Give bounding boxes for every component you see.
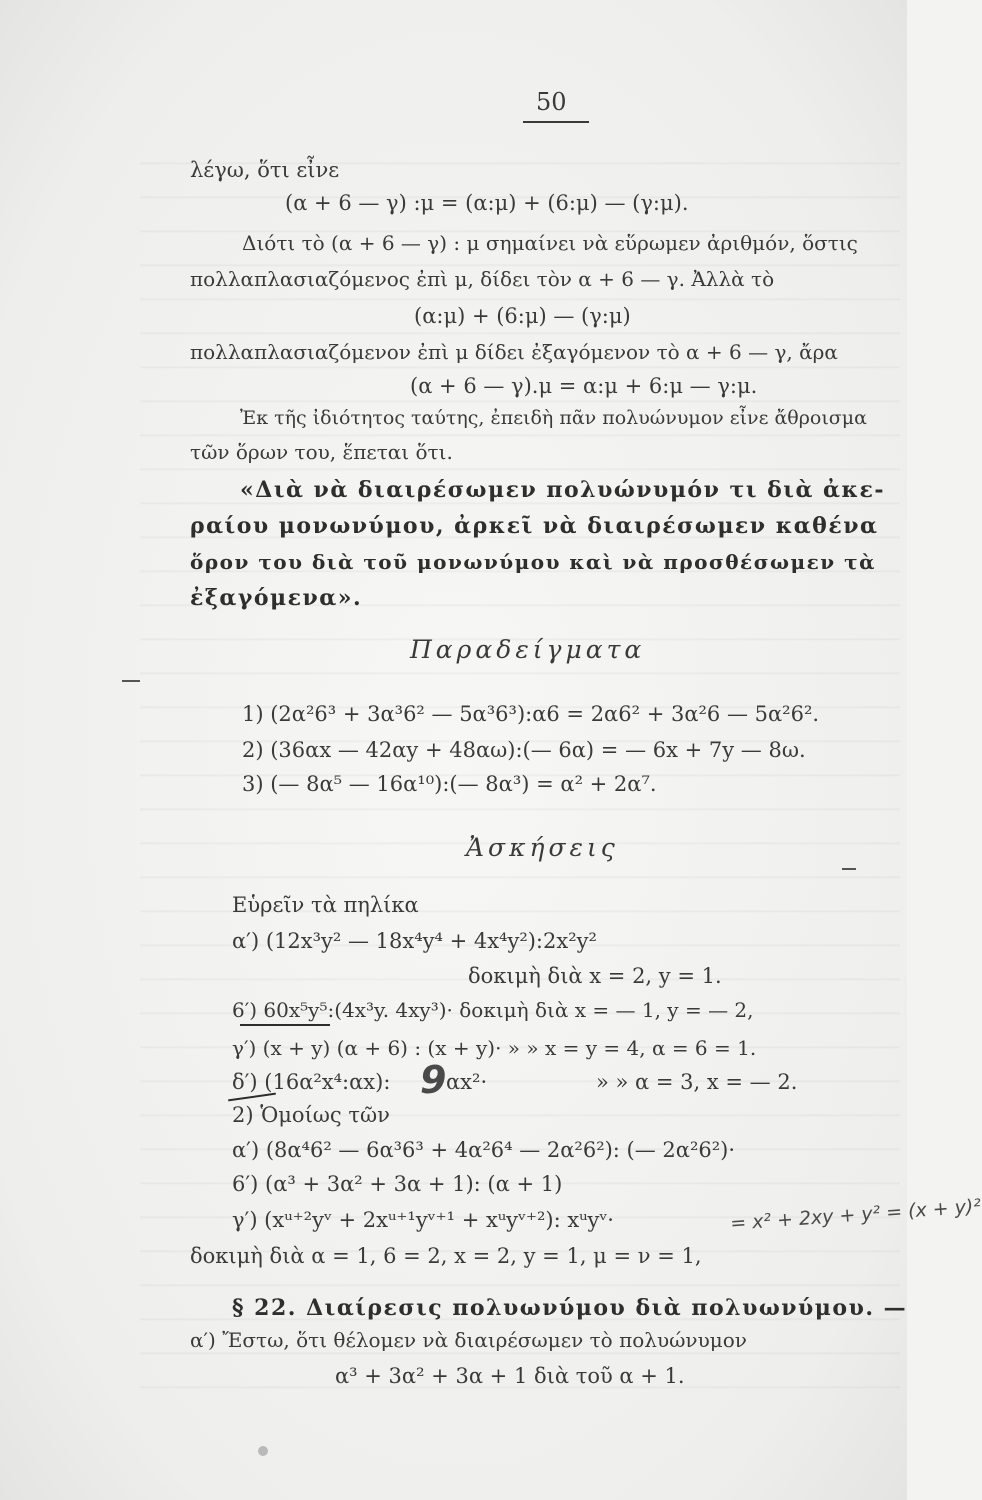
text-line: λέγω, ὅτι εἶνε bbox=[190, 158, 340, 182]
exercise-line: δοκιμὴ διὰ x = 2, y = 1. bbox=[468, 964, 722, 988]
exercise-line: 2) Ὁμοίως τῶν bbox=[232, 1103, 390, 1127]
section-title: § 22. Διαίρεσις πολυωνύμου διὰ πολυωνύμου. — bbox=[232, 1295, 908, 1321]
rule-text-line: «Διὰ νὰ διαιρέσωμεν πολυώνυμόν τι διὰ ἀκε- bbox=[240, 477, 885, 503]
example-line: 1) (2α²6³ + 3α³6² — 5α³6³):α6 = 2α6² + 3α²6 — 5α²6². bbox=[242, 702, 820, 726]
formula-line: α³ + 3α² + 3α + 1 διὰ τοῦ α + 1. bbox=[335, 1364, 685, 1388]
exercise-line: αx²· bbox=[446, 1070, 488, 1094]
rule-text-line: ραίου μονωνύμου, ἀρκεῖ νὰ διαιρέσωμεν καθένα bbox=[190, 513, 879, 539]
text-line: τῶν ὅρων του, ἕπεται ὅτι. bbox=[190, 440, 453, 464]
text-line: Διότι τὸ (α + 6 — γ) : μ σημαίνει νὰ εὕρωμεν ἀριθμόν, ὅστις bbox=[242, 231, 858, 255]
rule-text-line: ὅρον του διὰ τοῦ μονωνύμου καὶ νὰ προσθέσωμεν τὰ bbox=[190, 550, 876, 574]
formula-line: (α + 6 — γ) :μ = (α:μ) + (6:μ) — (γ:μ). bbox=[285, 191, 689, 215]
section-heading-examples: Παραδείγματα bbox=[410, 635, 646, 664]
pencil-annotation-formula: = x² + 2xy + y² = (x + y)² bbox=[729, 1195, 982, 1235]
text-line: α′) Ἔστω, ὅτι θέλομεν νὰ διαιρέσωμεν τὸ πολυώνυμον bbox=[190, 1328, 747, 1352]
margin-mark bbox=[122, 680, 140, 682]
page-number: 50 bbox=[536, 88, 567, 116]
exercise-line: δ′) (16α²x⁴:αx): bbox=[232, 1070, 391, 1094]
exercise-line: γ′) (x + y) (α + 6) : (x + y)· » » x = y = 4, α = 6 = 1. bbox=[232, 1036, 757, 1060]
rule-text-line: ἐξαγόμενα». bbox=[190, 585, 363, 611]
exercise-line: γ′) (xᵘ⁺²yᵛ + 2xᵘ⁺¹yᵛ⁺¹ + xᵘyᵛ⁺²): xᵘyᵛ· bbox=[232, 1208, 614, 1232]
pencil-underline bbox=[240, 1024, 330, 1026]
formula-line: (α:μ) + (6:μ) — (γ:μ) bbox=[414, 304, 631, 328]
page-speck bbox=[258, 1446, 268, 1456]
example-line: 3) (— 8α⁵ — 16α¹⁰):(— 8α³) = α² + 2α⁷. bbox=[242, 772, 657, 796]
text-line: πολλαπλασιαζόμενος ἐπὶ μ, δίδει τὸν α + 6 — γ. Ἀλλὰ τὸ bbox=[190, 267, 775, 291]
page-number-rule bbox=[523, 121, 589, 123]
example-line: 2) (36αx — 42αy + 48αω):(— 6α) = — 6x + 7y — 8ω. bbox=[242, 738, 806, 762]
exercise-line: δοκιμὴ διὰ α = 1, 6 = 2, x = 2, y = 1, μ = ν = 1, bbox=[190, 1244, 702, 1268]
exercise-line: α′) (8α⁴6² — 6α³6³ + 4α²6⁴ — 2α²6²): (— 2α²6²)· bbox=[232, 1138, 736, 1162]
section-heading-exercises: Ἀσκήσεις bbox=[466, 833, 619, 862]
text-line: Ἐκ τῆς ἰδιότητος ταύτης, ἐπειδὴ πᾶν πολυώνυμον εἶνε ἄθροισμα bbox=[240, 407, 867, 429]
exercise-line: 6′) (α³ + 3α² + 3α + 1): (α + 1) bbox=[232, 1172, 563, 1196]
exercise-line: Εὑρεῖν τὰ πηλίκα bbox=[232, 893, 419, 917]
exercise-line: » » α = 3, x = — 2. bbox=[596, 1070, 798, 1094]
text-line: πολλαπλασιαζόμενον ἐπὶ μ δίδει ἐξαγόμενον τὸ α + 6 — γ, ἄρα bbox=[190, 340, 838, 364]
exercise-line: 6′) 60x⁵y⁵:(4x³y. 4xy³)· δοκιμὴ διὰ x = — 1, y = — 2, bbox=[232, 998, 754, 1022]
formula-line: (α + 6 — γ).μ = α:μ + 6:μ — γ:μ. bbox=[410, 374, 758, 398]
margin-mark bbox=[842, 868, 856, 870]
exercise-line: α′) (12x³y² — 18x⁴y⁴ + 4x⁴y²):2x²y² bbox=[232, 929, 597, 953]
pencil-annotation-nine: 9 bbox=[420, 1058, 447, 1102]
